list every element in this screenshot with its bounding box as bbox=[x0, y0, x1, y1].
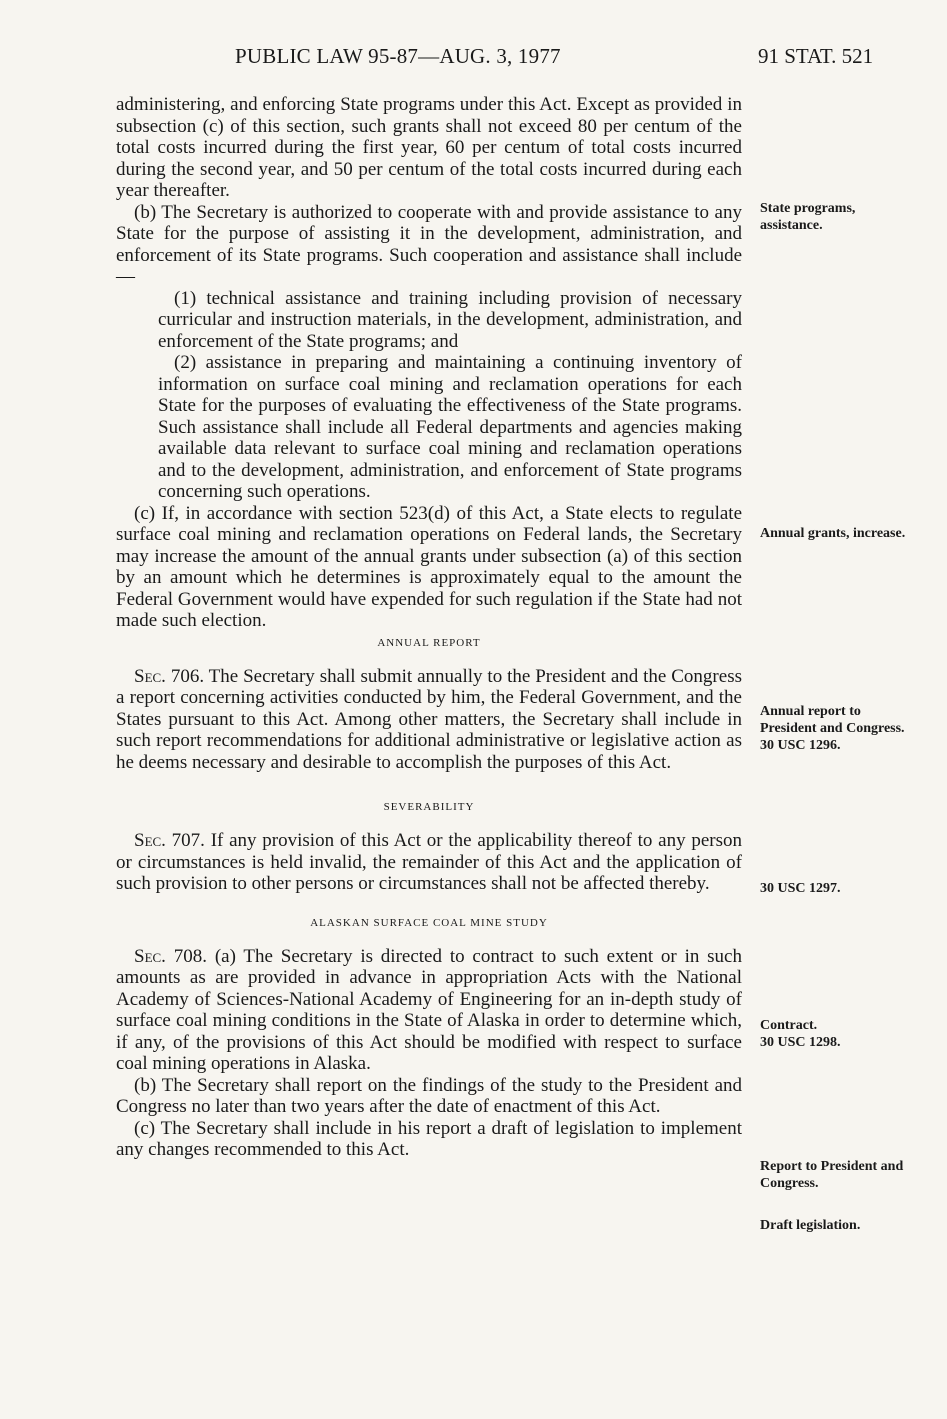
heading-alaskan-study: ALASKAN SURFACE COAL MINE STUDY bbox=[310, 916, 548, 929]
section-708-text: (a) The Secretary is directed to contract to such extent or in such amounts as are provided in advance in appropriation Acts with the National Academy of Sciences-National Academy of Engineering for an in-depth study of surface coal mining conditions in the State of Alaska in order to determine which, if any, of the provisions of this Act should be modified with respect to surface coal mining operations in Alaska. bbox=[116, 945, 742, 1074]
paragraph-grants: administering, and enforcing State programs under this Act. Except as provided in subsection (c) of this section, such grants shall not exceed 80 per centum of the total costs incurred during the first year, 60 per centum of total costs incurred during the second year, and 50 per centum of the total costs incurred during each year thereafter. bbox=[116, 94, 742, 201]
margin-note-annual-grants: Annual grants, increase. bbox=[760, 526, 906, 541]
margin-note-1297: 30 USC 1297. bbox=[760, 881, 841, 896]
heading-annual-report: ANNUAL REPORT bbox=[377, 636, 481, 649]
header-page-number: 91 STAT. 521 bbox=[758, 44, 874, 68]
margin-note-annual-report-text: Annual report to President and Congress. bbox=[760, 704, 905, 736]
section-706-label: Sec. 706. bbox=[134, 665, 205, 687]
margin-note-annual-report-cite: 30 USC 1296. bbox=[760, 738, 841, 753]
section-706-text: The Secretary shall submit annually to the President and the Congress a report concerning activities conducted by him, the Federal Government, and the States pursuant to this Act. Among other matters, the Secretary shall include in such report recommendations for additional administrative or legislative action as he deems necessary and desirable to accomplish the purposes of this Act. bbox=[116, 665, 742, 773]
section-708-label: Sec. 708. bbox=[134, 945, 208, 967]
section-708-c: (c) The Secretary shall include in his report a draft of legislation to implement any changes recommended to this Act. bbox=[116, 1117, 742, 1160]
heading-severability: SEVERABILITY bbox=[383, 801, 475, 813]
paragraph-c-federal-lands: (c) If, in accordance with section 523(d) of this Act, a State elects to regulate surface coal mining and reclamation operations on Federal lands, the Secretary may increase the amount of the annual grants under subsection (a) of this section by an amount which he determines is approximately equal to the amount the Federal Government would have expended for such regulation if the State had not made such election. bbox=[116, 502, 742, 631]
section-708 bbox=[116, 946, 742, 1075]
margin-note-contract bbox=[760, 1017, 920, 1051]
section-707 bbox=[116, 830, 742, 895]
page-header bbox=[0, 44, 947, 68]
section-707-label: Sec. 707. bbox=[134, 830, 205, 851]
margin-note-contract-cite: 30 USC 1298. bbox=[760, 1035, 841, 1050]
main-text bbox=[116, 94, 742, 1161]
paragraph-b-assistance: (b) The Secretary is authorized to cooperate with and provide assistance to any State for the purpose of assisting it in the development, administration, and enforcement of its State programs. Such cooperation and assistance shall include— bbox=[116, 201, 742, 287]
margin-note-draft-legislation: Draft legislation. bbox=[760, 1218, 861, 1233]
item-inventory: (2) assistance in preparing and maintaining a continuing inventory of information on surface coal mining and reclamation operations for each State for the purposes of evaluating the effectiveness of the State programs. Such assistance shall include all Federal departments and agencies making available data relevant to surface coal mining and reclamation operations and to the development, administration, and enforcement of State programs concerning such operations. bbox=[158, 352, 742, 502]
section-708-b: (b) The Secretary shall report on the findings of the study to the President and Congress no later than two years after the date of enactment of this Act. bbox=[116, 1074, 742, 1117]
item-technical-assistance: (1) technical assistance and training including provision of necessary curricular and instruction materials, in the development, administration, and enforcement of the State programs; and bbox=[158, 287, 742, 352]
section-706 bbox=[116, 666, 742, 774]
margin-note-report-to-president: Report to President and Congress. bbox=[760, 1159, 904, 1191]
header-title: PUBLIC LAW 95-87—AUG. 3, 1977 bbox=[235, 44, 561, 68]
section-707-text: If any provision of this Act or the applicability thereof to any person or circumstances is held invalid, the remainder of this Act and the application of such provision to other persons or circumstances shall not be affected thereby. bbox=[116, 830, 742, 894]
margin-note-state-programs: State programs, assistance. bbox=[760, 201, 856, 233]
margin-note-contract-text: Contract. bbox=[760, 1018, 818, 1033]
margin-note-annual-report bbox=[760, 703, 920, 754]
